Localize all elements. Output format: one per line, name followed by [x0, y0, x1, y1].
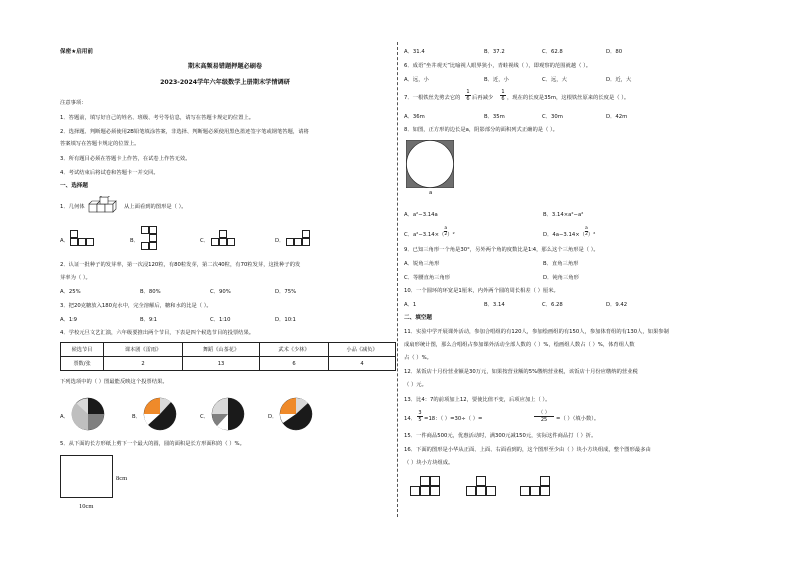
q7-fraction-2: [500, 89, 506, 102]
q4-option-c[interactable]: C．: [200, 414, 209, 420]
q1-option-b-figure: [141, 226, 165, 250]
q8-option-b[interactable]: B．3.14×a²−a²: [543, 212, 584, 218]
q16-line1: 16．下面的图形是小华从正面、上面、右面看到的，这个图形至少由（ ）块小方块组成，整个图形最多由: [404, 447, 651, 453]
q2-option-c[interactable]: C．90%: [210, 289, 231, 295]
option-text: D．4a−3.14×（: [543, 232, 585, 238]
notice-item-1: 1．答题前，填写好自己的姓名、班级、考号等信息，请写在答题卡规定的位置上。: [60, 115, 255, 121]
q4-option-b[interactable]: B．: [132, 414, 141, 420]
q14-fraction-blank: [534, 410, 554, 423]
q9-option-a[interactable]: A．锐角三角形: [404, 261, 440, 267]
q1-option-d[interactable]: D．: [275, 238, 285, 244]
table-cell: 6: [260, 357, 329, 371]
section-fill: 二、填空题: [404, 315, 432, 321]
table-cell: 4: [329, 357, 396, 371]
table-cell: 票数/张: [61, 357, 104, 371]
q10-option-d[interactable]: D．9.42: [606, 302, 628, 308]
q4-option-b-pie: [143, 397, 177, 431]
q6-option-a[interactable]: A．远，小: [404, 77, 429, 83]
table-row: [61, 357, 396, 371]
q6-stem: 6．成语“坐井观天”比喻视人眼界狭小，青蛙视线（ ），即观察的范围就越（ ）。: [404, 63, 592, 69]
q7-option-d[interactable]: D．42m: [606, 114, 628, 120]
q9-stem: 9．已知三角形一个角是30°，另外两个角的度数比是1∶4，那么这个三角形是（ ）。: [404, 247, 599, 253]
q5-option-a[interactable]: A．31.4: [404, 49, 425, 55]
notice-item-2b: 答案填写在答题卡规定的位置上。: [60, 141, 140, 147]
q9-option-d[interactable]: D．钝角三角形: [543, 275, 579, 281]
fraction-denominator: 2: [584, 232, 588, 237]
table-cell: 小品《减负》: [329, 343, 396, 357]
option-text: C．a²−3.14×（: [404, 232, 445, 238]
q8-side-label: a: [429, 190, 433, 196]
q2-option-d[interactable]: D．75%: [275, 289, 297, 295]
q7-stem-a: 7．一根铁丝先剪去它的: [404, 95, 461, 101]
q1-option-a-figure: [70, 230, 100, 250]
q6-option-d[interactable]: D．近，大: [606, 77, 632, 83]
notice-heading: 注意事项：: [60, 100, 87, 106]
q5-option-d[interactable]: D．80: [606, 49, 623, 55]
table-cell: 2: [104, 357, 183, 371]
fraction-denominator: 2: [444, 232, 448, 237]
q8-stem: 8．如图，正方形的边长是a，阴影部分的面积列式正确的是（ ）。: [404, 127, 558, 133]
q7-option-b[interactable]: B．35m: [484, 114, 505, 120]
q4-option-a[interactable]: A．: [60, 414, 69, 420]
column-divider: [397, 42, 398, 517]
q1-option-c[interactable]: C．: [200, 238, 209, 244]
table-cell: 课本剧《雷雨》: [104, 343, 183, 357]
q7-option-a[interactable]: A．36m: [404, 114, 425, 120]
q9-option-c[interactable]: C．等腰直角三角形: [404, 275, 451, 281]
q1-stem-a: 1．几何体: [60, 204, 85, 210]
q7-option-c[interactable]: C．30m: [542, 114, 563, 120]
q4-option-c-pie: [211, 397, 245, 431]
q4-option-a-pie: [71, 397, 105, 431]
fraction-numerator: a: [444, 226, 448, 231]
q10-stem: 10．一个圆环的环宽是1厘米，内外两个圆的周长相差（ ）厘米。: [404, 288, 559, 294]
q5-height-label: 8cm: [116, 475, 128, 482]
q14-b: =18：（ ）=30÷（ ）=: [424, 416, 483, 422]
vote-table: [60, 342, 396, 371]
fraction-denominator: 6: [501, 96, 505, 102]
q11-line2: 成扇形统计图，那么合唱组占参加课外活动全部人数的（ ）%，绘画组人数占（ ）%，体育组人数: [404, 342, 635, 348]
q15-stem: 15．一件商品500元，优惠活动时，满300元减150元，实际这件商品打（ ）折。: [404, 433, 597, 439]
q14-fraction-left: [417, 410, 423, 423]
q8-option-a[interactable]: A．a²−3.14a: [404, 212, 438, 218]
q16-right-view: [520, 476, 556, 498]
notice-item-2: 2．选择题、判断题必须使用2B铅笔填涂答案，非选择、判断题必须使用黑色墨迹签字笔或钢笔答题，请将: [60, 129, 309, 135]
q7-fraction-1: [465, 89, 471, 102]
q13-stem: 13．比4：7的前项加上12，要使比值不变，后项应加上（ ）。: [404, 397, 551, 403]
q6-option-c[interactable]: C．远，大: [542, 77, 567, 83]
q5-stem: 5．从下面的长方形纸上剪下一个最大的圆，圆的面积是长方形面积的（ ）%。: [60, 441, 245, 447]
q5-option-b[interactable]: B．37.2: [484, 49, 505, 55]
q10-option-a[interactable]: A．1: [404, 302, 417, 308]
q12-line2: （ ）元。: [404, 382, 427, 388]
fraction-denominator: 5: [418, 417, 422, 423]
q2-line2: 芽率为（ ）。: [60, 275, 91, 281]
q16-line2: （ ）块小方块组成。: [404, 460, 454, 466]
fraction-numerator: 1: [501, 89, 505, 95]
q9-option-b[interactable]: B．直角三角形: [543, 261, 579, 267]
q8-square-circle-figure: [406, 140, 454, 188]
q1-stem-b: 从上面看到的图形是（ ）。: [124, 204, 187, 210]
q4-stem: 4．学校元旦文艺汇演，六年级要推出两个节目，下表是四个候选节目的投票结果。: [60, 330, 255, 336]
section-choice: 一、选择题: [60, 183, 88, 189]
option-text: ）²: [587, 232, 596, 238]
q2-option-b[interactable]: B．80%: [140, 289, 161, 295]
fraction-denominator: 25: [540, 417, 548, 423]
q7-stem-b: 后再减少: [472, 95, 494, 101]
q16-front-view: [410, 476, 446, 498]
notice-item-4: 4．考试结束后将试卷和答题卡一并交回。: [60, 170, 159, 176]
q3-option-a[interactable]: A．1∶9: [60, 317, 78, 323]
table-cell: 候选节目: [61, 343, 104, 357]
q8-option-d[interactable]: [543, 226, 596, 239]
fraction-denominator: 6: [466, 96, 470, 102]
q5-width-label: 10cm: [79, 503, 94, 510]
q12-line1: 12．某饭店十月份营业额是30万元，如果按营业额的5%缴纳营业税，该饭店十月份应缴纳的营业税: [404, 369, 638, 375]
fraction-numerator: 1: [466, 89, 470, 95]
table-row: [61, 343, 396, 357]
q1-option-c-figure: [211, 230, 241, 250]
table-cell: 舞蹈《山茶花》: [183, 343, 260, 357]
q14-d: =（ ）（填小数）。: [556, 416, 600, 422]
q3-stem: 3．把20克糖放入180克水中，完全溶解后，糖和水的比是（ ）。: [60, 303, 212, 309]
q6-option-b[interactable]: B．近，小: [484, 77, 509, 83]
table-cell: 武术《少林》: [260, 343, 329, 357]
q3-option-d[interactable]: D．10∶1: [275, 317, 296, 323]
q10-option-c[interactable]: C．6.28: [542, 302, 563, 308]
q4-option-d[interactable]: D．: [268, 414, 278, 420]
fraction-numerator: a: [585, 226, 588, 231]
table-cell: 13: [183, 357, 260, 371]
exam-title: 期末高频易错题押题必刷卷: [187, 63, 263, 70]
fraction-numerator: （ ）: [534, 410, 554, 417]
q2-option-a[interactable]: A．25%: [60, 289, 81, 295]
q3-option-b[interactable]: B．9∶1: [140, 317, 158, 323]
q2-line1: 2．认证一批种子的发芽率，第一次浸120粒，有80粒发芽，第二次40粒，有70粒发芽，这批种子的发: [60, 262, 301, 268]
fraction-numerator: 3: [418, 410, 422, 416]
q11-line3: 占（ ）%。: [404, 355, 432, 361]
q1-option-b[interactable]: B．: [130, 238, 139, 244]
q14-a: 14．: [404, 416, 417, 422]
exam-subtitle: 2023-2024学年六年级数学上册期末学情调研: [160, 79, 290, 86]
q4-option-d-pie: [279, 397, 313, 431]
q3-option-c[interactable]: C．1∶10: [210, 317, 231, 323]
q5-rectangle: [60, 455, 113, 498]
exam-stamp: 保密★启用前: [60, 49, 93, 55]
q11-line1: 11．实验中学开展课外活动，参加合唱组的有120人，参加绘画组的有150人，参加体育组的有130人，如果参制: [404, 329, 669, 335]
q10-option-b[interactable]: B．3.14: [484, 302, 505, 308]
q8-option-c[interactable]: [404, 226, 455, 239]
q1-solid-figure: [88, 196, 122, 214]
q1-option-a[interactable]: A．: [60, 238, 69, 244]
q16-top-view: [466, 476, 502, 498]
option-text: ）²: [447, 232, 455, 238]
q1-option-d-figure: [286, 230, 316, 250]
q4-after: 下列选项中的（ ）图最能反映这个投票结果。: [60, 379, 168, 385]
q7-stem-c: ，现在的长度是35m，这根铁丝原来的长度是（ ）。: [507, 95, 630, 101]
q5-option-c[interactable]: C．62.8: [542, 49, 563, 55]
notice-item-3: 3．所有题目必须在答题卡上作答，在试卷上作答无效。: [60, 156, 191, 162]
